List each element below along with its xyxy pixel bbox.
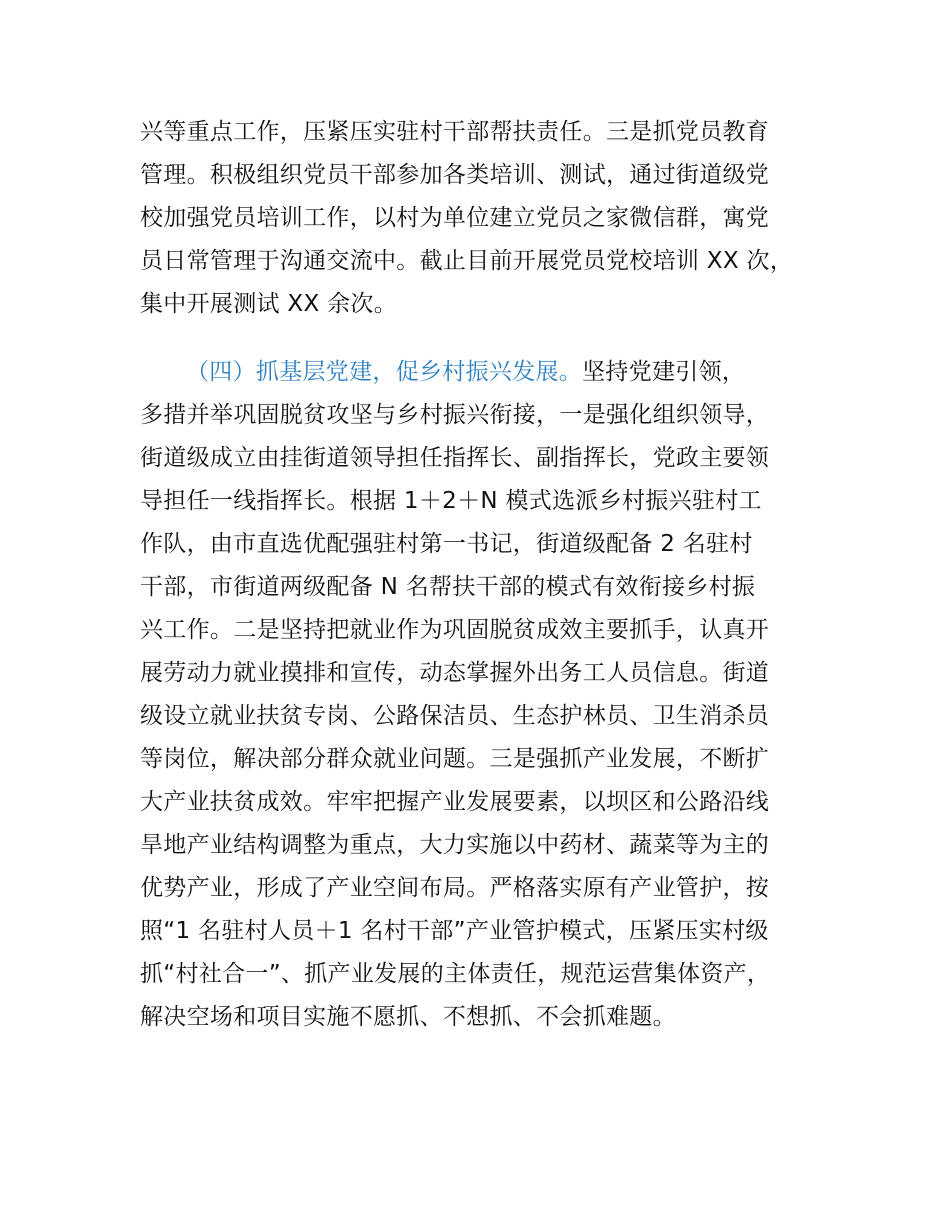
body-text-line: 多措并举巩固脱贫攻坚与乡村振兴衔接，一是强化组织领导， xyxy=(140,402,770,428)
body-text-line: 集中开展测试 XX 余次。 xyxy=(140,291,398,317)
body-text-line: 抓“村社合一”、抓产业发展的主体责任，规范运营集体资产， xyxy=(140,961,771,987)
body-text-line: 管理。积极组织党员干部参加各类培训、测试，通过街道级党 xyxy=(140,162,770,188)
body-text-line: 展劳动力就业摸排和宣传，动态掌握外出务工人员信息。街道 xyxy=(140,660,770,686)
body-text-line: 级设立就业扶贫专岗、公路保洁员、生态护林员、卫生消杀员 xyxy=(140,703,770,729)
body-text-line: 大产业扶贫成效。牢牢把握产业发展要素，以坝区和公路沿线 xyxy=(140,789,770,815)
body-text-line: 优势产业，形成了产业空间布局。严格落实原有产业管护，按 xyxy=(140,875,770,901)
body-text-line: 兴等重点工作，压紧压实驻村干部帮扶责任。三是抓党员教育 xyxy=(140,119,770,145)
body-text-line: 干部，市街道两级配备 N 名帮扶干部的模式有效衔接乡村振 xyxy=(140,574,756,600)
body-text-span: 坚持党建引领， xyxy=(582,359,746,385)
body-text-line: 解决空场和项目实施不愿抓、不想抓、不会抓难题。 xyxy=(140,1004,676,1030)
body-text-line: 员日常管理于沟通交流中。截止目前开展党员党校培训 XX 次， xyxy=(140,248,794,274)
body-text-line: 兴工作。二是坚持把就业作为巩固脱贫成效主要抓手，认真开 xyxy=(140,617,770,643)
section-heading: （四）抓基层党建，促乡村振兴发展。 xyxy=(186,359,583,385)
body-text-line: 等岗位，解决部分群众就业问题。三是强抓产业发展，不断扩 xyxy=(140,746,770,772)
body-text-line: 作队，由市直选优配强驻村第一书记，街道级配备 2 名驻村 xyxy=(140,531,753,557)
body-text-line: 照“1 名驻村人员＋1 名村干部”产业管护模式，压紧压实村级 xyxy=(140,918,769,944)
body-text-line: 校加强党员培训工作，以村为单位建立党员之家微信群，寓党 xyxy=(140,205,770,231)
body-text-line: 街道级成立由挂街道领导担任指挥长、副指挥长，党政主要领 xyxy=(140,445,770,471)
section-heading-line xyxy=(186,357,745,387)
body-text-line: 旱地产业结构调整为重点，大力实施以中药材、蔬菜等为主的 xyxy=(140,832,770,858)
body-text-line: 导担任一线指挥长。根据 1＋2＋N 模式选派乡村振兴驻村工 xyxy=(140,488,762,514)
